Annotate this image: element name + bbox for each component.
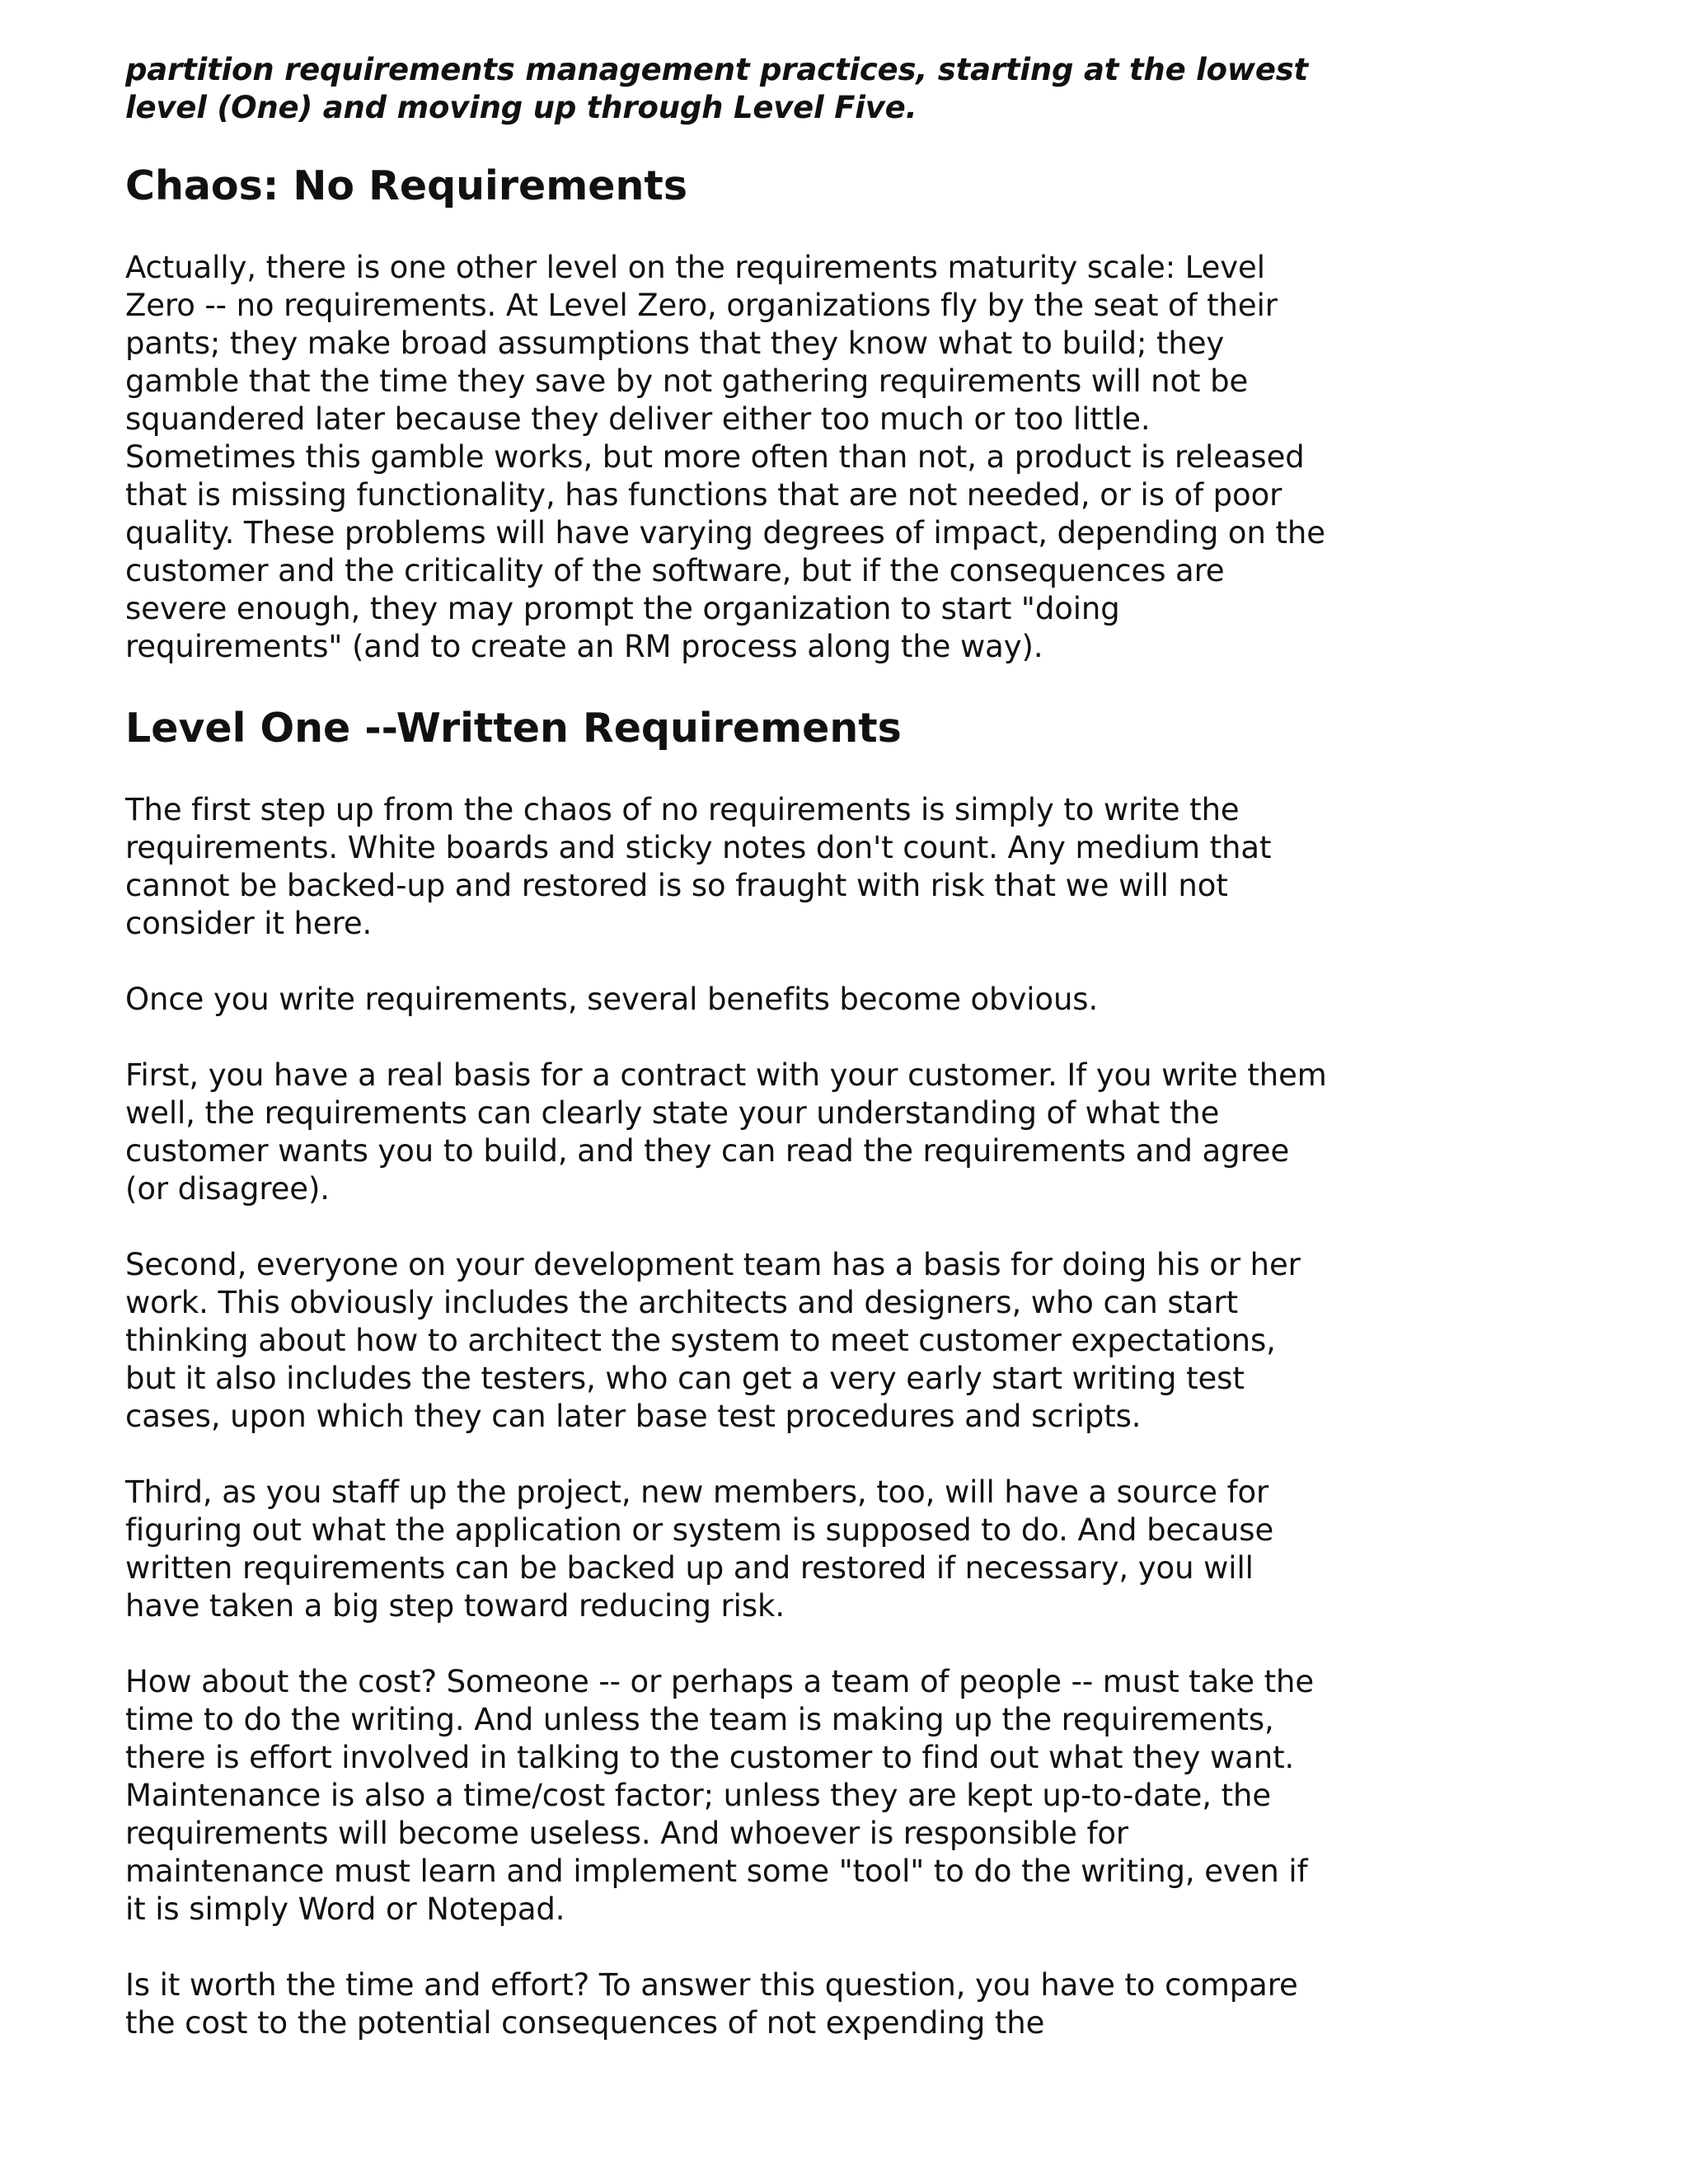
section-heading-level-one: Level One --Written Requirements <box>125 705 902 752</box>
paragraph-first-benefit: First, you have a real basis for a contract with your customer. If you write them well, the requirements can clearly state your understanding of what the customer wants you to build, and they can read the requirements and agree (or disagree). <box>125 1057 1327 1207</box>
section-level-one <box>125 704 1329 2042</box>
section-chaos <box>125 162 1329 666</box>
paragraph-level-zero: Actually, there is one other level on the requirements maturity scale: Level Zero -- no requirements. At Level Zero, organizations fly by the seat of their pants; they make broad assumptions that they know what to build; they gamble that the time they save by not gathering requirements will not be squandered later because they deliver either too much or too little. Sometimes this gamble works, but more often than not, a product is released that is missing functionality, has functions that are not needed, or is of poor quality. These problems will have varying degrees of impact, depending on the customer and the criticality of the software, but if the consequences are severe enough, they may prompt the organization to start "doing requirements" (and to create an RM process along the way). <box>125 250 1325 664</box>
paragraph-second-benefit: Second, everyone on your development team has a basis for doing his or her work. This obviously includes the architects and designers, who can start thinking about how to architect the system to meet customer expectations, but it also includes the testers, who can get a very early start writing test cases, upon which they can later base test procedures and scripts. <box>125 1247 1301 1434</box>
paragraph-worth-it: Is it worth the time and effort? To answer this question, you have to compare the cost to the potential consequences of not expending the <box>125 1967 1298 2041</box>
intro-text: partition requirements management practices, starting at the lowest level (One) and moving up through Level Five. <box>125 52 1309 125</box>
paragraph-cost: How about the cost? Someone -- or perhaps a team of people -- must take the time to do the writing. And unless the team is making up the requirements, there is effort involved in talking to the customer to find out what they want. Maintenance is also a time/cost factor; unless they are kept up-to-date, the requirements will become useless. And whoever is responsible for maintenance must learn and implement some "tool" to do the writing, even if it is simply Word or Notepad. <box>125 1664 1315 1927</box>
paragraph-benefits: Once you write requirements, several benefits become obvious. <box>125 982 1099 1017</box>
paragraph-first-step: The first step up from the chaos of no requirements is simply to write the requirements. White boards and sticky notes don't count. Any medium that cannot be backed-up and restored is so fraught with risk that we will not consider it here. <box>125 792 1272 941</box>
paragraph-third-benefit: Third, as you staff up the project, new members, too, will have a source for figuring out what the application or system is supposed to do. And because written requirements can be backed up and restored if necessary, you will have taken a big step toward reducing risk. <box>125 1474 1274 1624</box>
document-page <box>125 51 1329 2080</box>
section-heading-chaos: Chaos: No Requirements <box>125 162 688 209</box>
